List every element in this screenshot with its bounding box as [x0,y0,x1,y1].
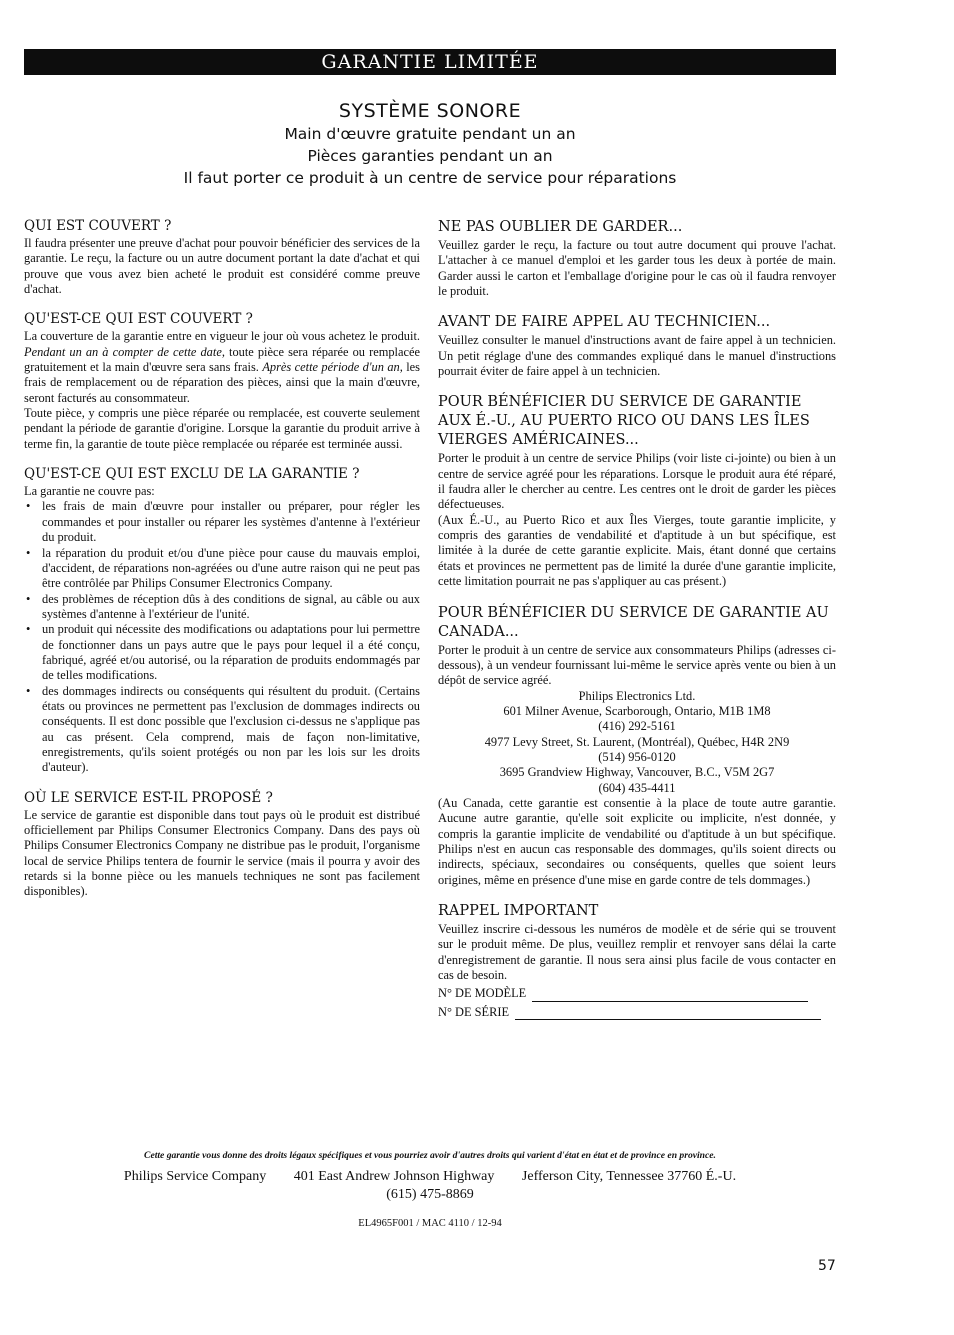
section-body: Il faudra présenter une preuve d'achat pour pouvoir bénéficier des services de la garantie. Le reçu, la facture ou un autre document portant la date d'achat et qui prouve que vous avez bien acheté le produit est considéré comme preuve d'achat. [24,236,420,297]
company-phone: (615) 475-8869 [386,1187,474,1202]
address-line: (514) 956-0120 [598,749,676,764]
list-item: • un produit qui nécessite des modifications ou adaptations pour lui permettre de fonctionner dans un pays autre que le pays pour lequel il a été conçu, fabriqué, agréé et/ou autorisé, ou la réparation de produits endommagés par de telles modifications. [24,622,420,683]
canada-address-block [438,689,836,796]
header-block [24,99,836,189]
section-what-is-excluded [24,466,420,776]
exclusion-list [24,499,420,775]
section-canada-service [438,604,836,889]
header-line: Main d'œuvre gratuite pendant un an [284,125,576,143]
header-line: Pièces garanties pendant un an [307,147,553,165]
company-address-line [24,1168,836,1186]
section-reminder [438,902,836,1020]
emphasis-text: Pendant un an à compter de cette date, [24,344,225,359]
section-heading: POUR BÉNÉFICIER DU SERVICE DE GARANTIE AU CANADA... [438,604,829,640]
model-number-label: N° DE MODÈLE [438,986,527,1001]
serial-number-field[interactable] [438,1005,836,1020]
serial-number-label: N° DE SÉRIE [438,1004,510,1019]
section-body: Veuillez consulter le manuel d'instructions avant de faire appel à un technicien. Un petit réglage d'une des commandes expliqué dans le manuel d'instructions pourrait éviter de faire appel à un technicien. [438,333,836,379]
left-column [24,218,420,914]
company-street: 401 East Andrew Johnson Highway [293,1169,495,1184]
address-line: 601 Milner Avenue, Scarborough, Ontario, M1B 1M8 [503,703,771,718]
emphasis-text: Après cette période d'un an, [262,360,403,375]
section-before-call [438,313,836,379]
address-line: 4977 Levy Street, St. Laurent, (Montréal), Québec, H4R 2N9 [484,734,790,749]
body-text: La couverture de la garantie entre en vigueur le jour où vous achetez le produit. [24,329,420,344]
section-body: Porter le produit à un centre de service aux consommateurs Philips (adresses ci-dessous), à un vendeur fournissant lui-même le service après vente ou bien à un dépôt de service agréé. [438,642,836,688]
address-line: 3695 Grandview Highway, Vancouver, B.C., V5M 2G7 [499,765,775,780]
section-body: (Au Canada, cette garantie est consentie à la place de toute autre garantie. Aucune autre garantie, qu'elle soit explicite ou implicite, n'est donnée, y compris la garantie implicite de vendabilité ou d'aptitude à un but spécifique. Philips n'est en aucun cas responsable des dommages, qu'ils soient directs ou indirects, spéciaux, secondaires ou conséquents, quelles que soient leurs origines, même en présence d'une mise en garde contre de tels dommages.) [438,795,836,887]
list-item: • des problèmes de réception dûs à des conditions de signal, au câble ou aux systèmes d'antenne à l'extérieur de l'unité. [24,592,420,623]
section-heading: RAPPEL IMPORTANT [438,903,599,919]
section-body: Porter le produit à un centre de service Philips (voir liste ci-jointe) ou bien à un centre de service agréé pour les réparations. Lorsque le produit aura été réparé, il faudra aller le chercher au centre. Les centres ont le droit de garder les pièces défectueuses. [438,451,836,512]
banner-title: GARANTIE LIMITÉE [24,49,836,75]
address-line: Philips Electronics Ltd. [578,688,696,703]
list-item: • les frais de main d'œuvre pour installer ou préparer, pour régler les commandes et pour installer ou réparer les systèmes d'antenne à l'extérieur du produit. [24,499,420,545]
header-line: Il faut porter ce produit à un centre de service pour réparations [183,169,677,187]
company-city: Jefferson City, Tennessee 37760 É.-U. [521,1169,737,1184]
section-heading: QUI EST COUVERT ? [24,218,172,234]
section-keep [438,218,836,299]
model-number-line[interactable] [532,989,808,1002]
model-number-field[interactable] [438,986,836,1001]
section-what-is-covered [24,311,420,452]
section-body [24,329,420,406]
section-heading: POUR BÉNÉFICIER DU SERVICE DE GARANTIE AUX É.-U., AU PUERTO RICO OU DANS LES ÎLES VIERGES AMÉRICAINES... [438,394,810,449]
section-where-service [24,790,420,900]
section-body: Veuillez garder le reçu, la facture ou tout autre document qui prouve l'achat. L'attacher à ce manuel d'emploi et les garder tous les deux à portée de main. Garder aussi le carton et l'emballage d'origine pour le cas où il faudra renvoyer le produit. [438,238,836,299]
section-body: Toute pièce, y compris une pièce réparée ou remplacée, est couverte seulement pendant la période de garantie d'origine. Lorsque la garantie du produit arrive à terme fin, la garantie de toute pièce remplacée ou réparée est terminée aussi. [24,406,420,451]
section-body: Le service de garantie est disponible dans tout pays où le produit est distribué officiellement par Philips Consumer Electronics Company. Dans des pays où Philips Consumer Electronics Company ne distribue pas le produit, l'organisme local de service Philips tentera de fournir le service (mais il pourra y avoir des retards si la bonne pièce ou les manuels techniques ne sont pas facilement disponibles). [24,807,420,899]
section-heading: OÙ LE SERVICE EST-IL PROPOSÉ ? [24,789,273,806]
company-name: Philips Service Company [123,1169,267,1184]
list-item: • des dommages indirects ou conséquents qui résultent du produit. (Certains états ou provinces ne permettent pas l'exclusion de dommages indirects ou conséquents. Il est donc possible que l'exclusion ci-dessus ne s'applique pas au cas présent. Cela comprend, mais de façon non-limitative, enregistrements, qu'ils soient protégés ou non par les lois sur les droits d'auteur). [24,684,420,776]
page-number: 57 [818,1258,836,1274]
list-item: • la réparation du produit et/ou d'une pièce pour cause du mauvais emploi, d'accident, de réparations non-agréées ou d'une autre raison qui ne peut pas être contrôlée par Philips Consumer Electronics Company. [24,546,420,592]
right-column [438,218,836,1034]
section-heading: NE PAS OUBLIER DE GARDER... [438,219,683,235]
address-line: (604) 435-4411 [598,780,676,795]
body-text: les frais de remplacement ou de réparation des pièces, ainsi que la main d'œuvre, seront facturés au consommateur. [24,360,420,405]
address-line: (416) 292-5161 [598,719,676,734]
section-heading: AVANT DE FAIRE APPEL AU TECHNICIEN... [438,314,771,331]
body-text: toute pièce sera réparée ou remplacée gratuitement et la main d'œuvre sera sans frais. [24,344,420,375]
section-intro: La garantie ne couvre pas: [24,484,155,499]
serial-number-line[interactable] [515,1007,821,1020]
rights-statement: Cette garantie vous donne des droits légaux spécifiques et vous pourriez avoir d'autres droits qui varient d'état en état et de province en province. [144,1150,716,1161]
section-body: (Aux É.-U., au Puerto Rico et aux Îles Vierges, toute garantie implicite, y compris des garanties de vendabilité et d'aptitude à un but spécifique, est limitée à la durée de cette garantie explicite. Mais, étant donné que certains états et provinces ne permettent pas de limité la durée d'une garantie implicite, cette limitation pourrait ne pas s'appliquer au cas présent.) [438,512,836,589]
section-body: Veuillez inscrire ci-dessous les numéros de modèle et de série qui se trouvent sur le produit même. De plus, veuillez remplir et renvoyer sans délai la carte d'enregistrement de garantie. Il nous sera ainsi plus facile de vous contacter en cas de besoin. [438,922,836,983]
section-us-service [438,393,836,589]
product-title: SYSTÈME SONORE [338,100,522,122]
section-who-is-covered [24,218,420,297]
section-heading: QU'EST-CE QUI EST COUVERT ? [24,311,253,328]
section-heading: QU'EST-CE QUI EST EXCLU DE LA GARANTIE ? [24,466,360,483]
document-code: EL4965F001 / MAC 4110 / 12-94 [358,1218,502,1229]
